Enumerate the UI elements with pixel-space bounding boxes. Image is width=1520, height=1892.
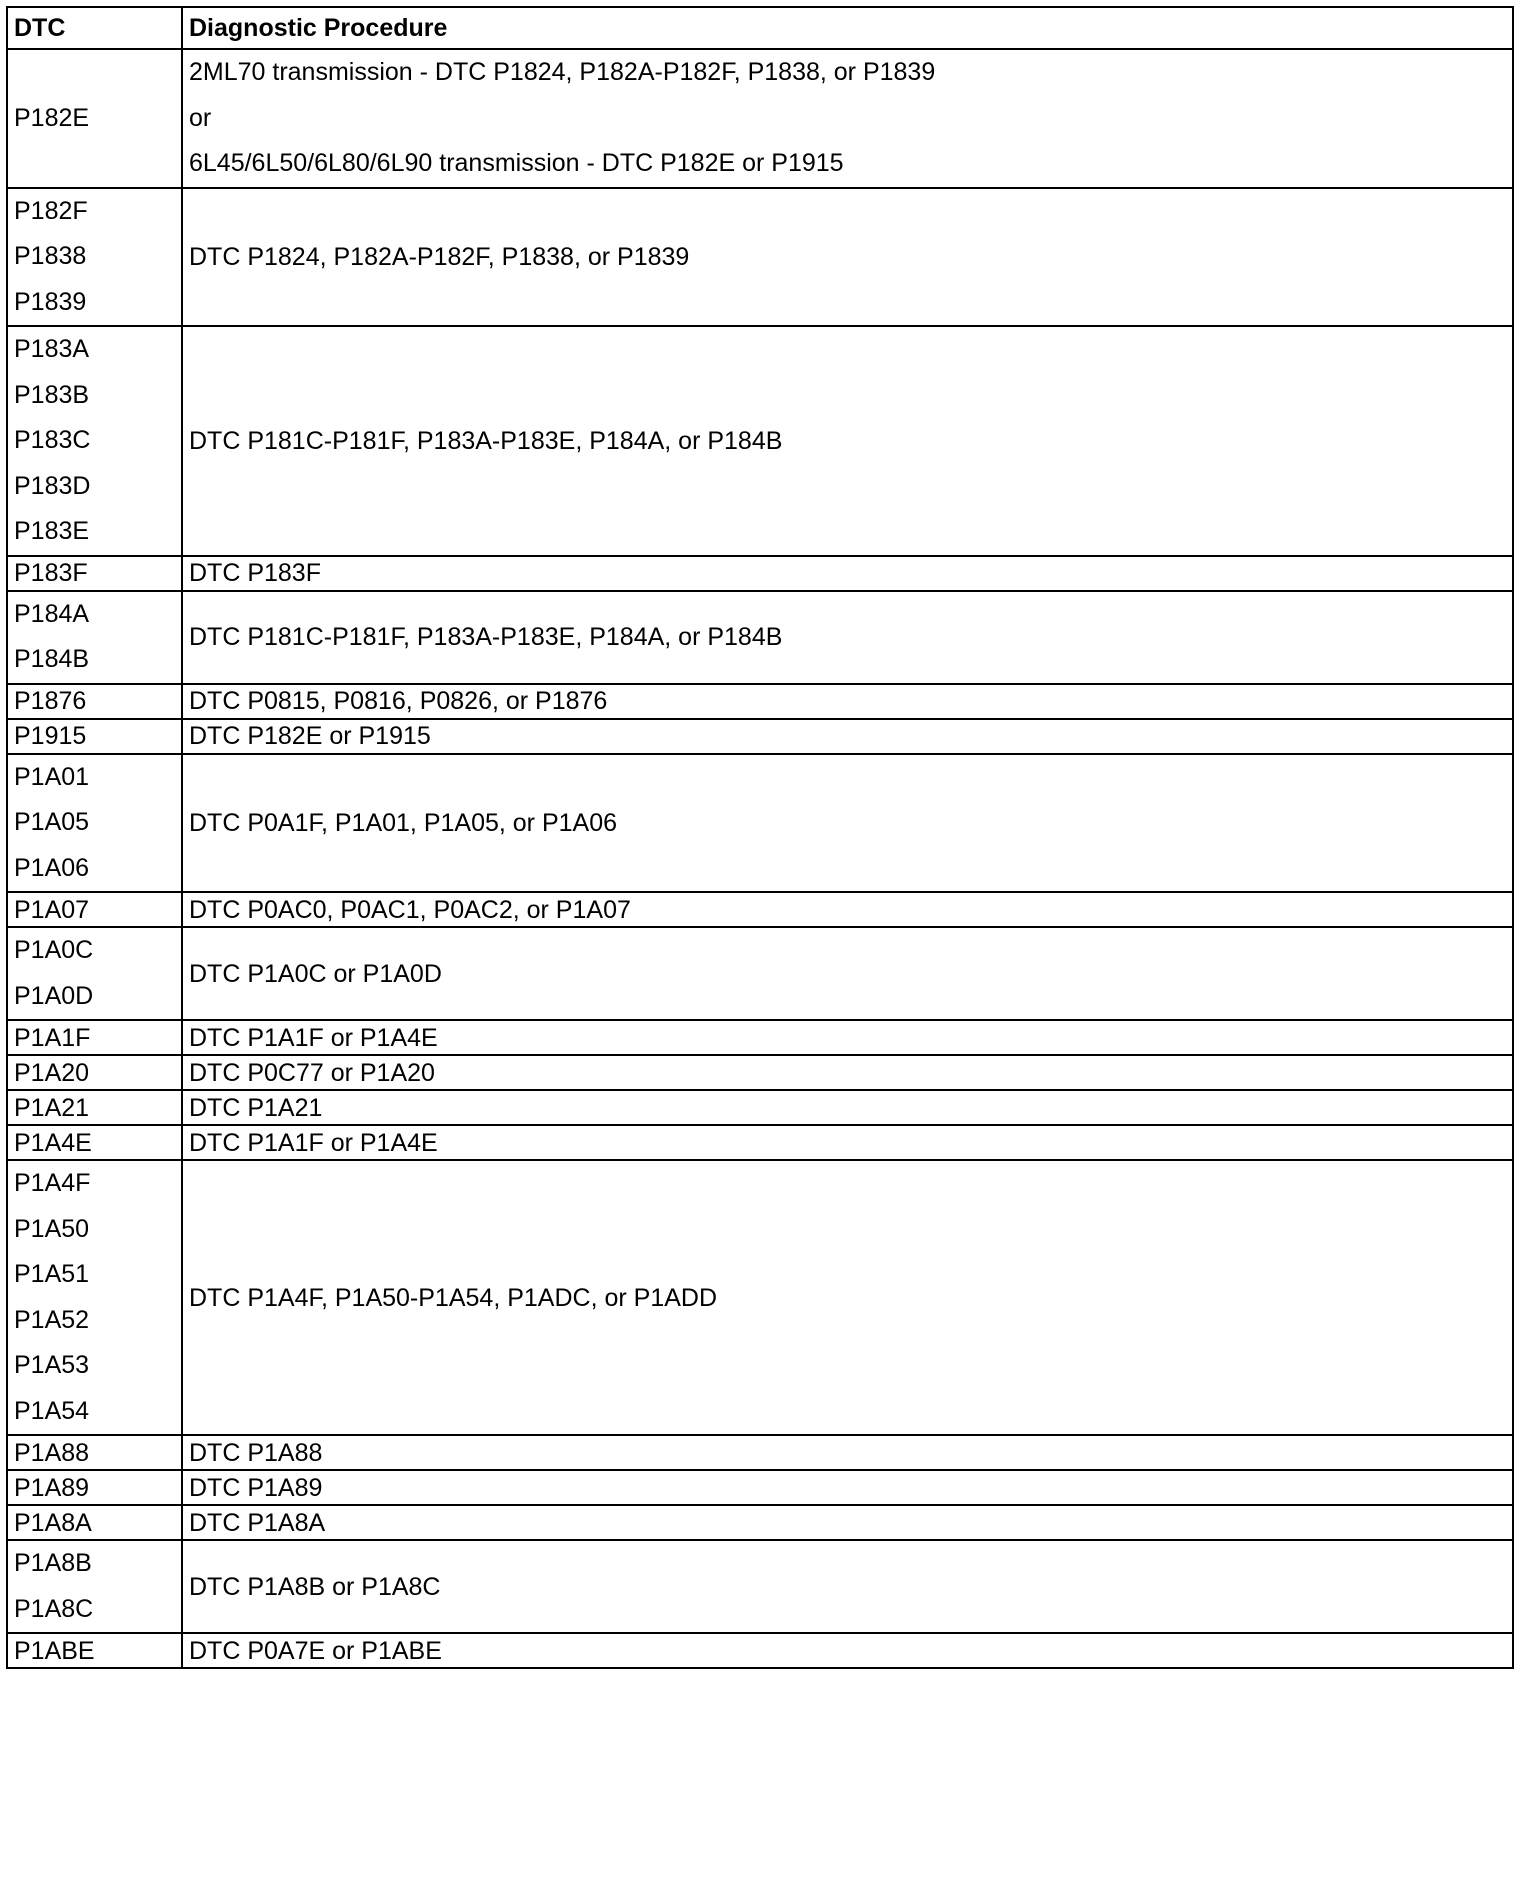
table-row — [7, 1055, 1513, 1090]
dtc-code: P182F — [14, 196, 88, 225]
procedure-cell — [182, 927, 1513, 1020]
dtc-code: P1A54 — [14, 1396, 90, 1425]
dtc-cell — [7, 1090, 182, 1125]
procedure-text: DTC P1A89 — [189, 1473, 323, 1502]
dtc-cell — [7, 754, 182, 893]
procedure-cell — [182, 556, 1513, 591]
dtc-code: P1A4E — [14, 1128, 92, 1157]
procedure-cell — [182, 1540, 1513, 1633]
dtc-code: P1A0D — [14, 981, 94, 1010]
dtc-code: P184A — [14, 599, 90, 628]
procedure-text: DTC P1A1F or P1A4E — [189, 1023, 438, 1052]
dtc-code: P183C — [14, 426, 91, 454]
procedure-text: DTC P1A88 — [189, 1438, 323, 1467]
dtc-code: P1839 — [14, 287, 87, 316]
dtc-code: P1A20 — [14, 1058, 90, 1087]
dtc-cell — [7, 892, 182, 927]
dtc-code: P183F — [14, 559, 88, 587]
dtc-cell — [7, 326, 182, 556]
dtc-cell — [7, 1160, 182, 1435]
dtc-code: P183A — [14, 335, 90, 363]
dtc-code: P1ABE — [14, 1636, 95, 1665]
procedure-text: DTC P181C-P181F, P183A-P183E, P184A, or P184B — [189, 623, 783, 651]
procedure-text: DTC P1A8B or P1A8C — [189, 1572, 441, 1601]
dtc-code: P1A05 — [14, 808, 90, 836]
dtc-cell — [7, 1633, 182, 1668]
dtc-cell — [7, 1125, 182, 1160]
procedure-text: DTC P1A8A — [189, 1508, 326, 1537]
procedure-cell — [182, 1055, 1513, 1090]
procedure-text: 6L45/6L50/6L80/6L90 transmission - DTC P182E or P1915 — [189, 149, 844, 177]
dtc-code: P1A21 — [14, 1093, 90, 1122]
dtc-code: P1A4F — [14, 1169, 91, 1197]
dtc-cell — [7, 1020, 182, 1055]
procedure-text: DTC P0AC0, P0AC1, P0AC2, or P1A07 — [189, 895, 631, 924]
procedure-cell — [182, 326, 1513, 556]
table-body — [7, 49, 1513, 1668]
procedure-cell — [182, 684, 1513, 719]
dtc-code: P1876 — [14, 687, 87, 715]
procedure-text: DTC P0A7E or P1ABE — [189, 1636, 442, 1665]
dtc-code: P1A8A — [14, 1508, 92, 1537]
dtc-code: P1915 — [14, 722, 87, 750]
procedure-cell — [182, 1435, 1513, 1470]
dtc-code: P1A8B — [14, 1549, 92, 1577]
procedure-text: DTC P1A1F or P1A4E — [189, 1128, 438, 1157]
dtc-cell — [7, 1470, 182, 1505]
table-row — [7, 1505, 1513, 1540]
procedure-cell — [182, 188, 1513, 327]
table-row — [7, 1435, 1513, 1470]
procedure-text: DTC P1A0C or P1A0D — [189, 959, 442, 988]
table-header-row — [7, 7, 1513, 49]
dtc-code: P1A52 — [14, 1305, 90, 1334]
table-row — [7, 1160, 1513, 1435]
dtc-code: P1A07 — [14, 895, 90, 924]
dtc-cell — [7, 188, 182, 327]
table-row — [7, 1090, 1513, 1125]
dtc-code: P1A06 — [14, 853, 90, 882]
table-row — [7, 892, 1513, 927]
procedure-text: DTC P182E or P1915 — [189, 722, 431, 750]
dtc-code: P1A89 — [14, 1473, 90, 1502]
table-row — [7, 188, 1513, 327]
table-row — [7, 591, 1513, 684]
table-row — [7, 719, 1513, 754]
dtc-code: P183D — [14, 471, 91, 500]
procedure-cell — [182, 1633, 1513, 1668]
dtc-code: P1A01 — [14, 762, 90, 791]
dtc-code: P1A0C — [14, 936, 94, 964]
dtc-cell — [7, 1435, 182, 1470]
dtc-cell — [7, 556, 182, 591]
procedure-text: or — [189, 103, 212, 132]
dtc-code: P1A88 — [14, 1438, 90, 1467]
dtc-column-header: DTC — [7, 7, 182, 49]
table-row — [7, 326, 1513, 556]
procedure-text: 2ML70 transmission - DTC P1824, P182A-P182F, P1838, or P1839 — [189, 58, 936, 86]
table-row — [7, 927, 1513, 1020]
dtc-code: P182E — [14, 103, 90, 132]
dtc-code: P1A8C — [14, 1594, 94, 1623]
dtc-cell — [7, 1055, 182, 1090]
procedure-cell — [182, 1020, 1513, 1055]
procedure-text: DTC P0C77 or P1A20 — [189, 1058, 435, 1087]
dtc-code: P1A53 — [14, 1351, 90, 1379]
procedure-text: DTC P0A1F, P1A01, P1A05, or P1A06 — [189, 808, 618, 837]
dtc-cell — [7, 1505, 182, 1540]
table-row — [7, 1540, 1513, 1633]
dtc-table — [6, 6, 1514, 1669]
procedure-text: DTC P1A21 — [189, 1093, 323, 1122]
table-row — [7, 1020, 1513, 1055]
dtc-code: P1A50 — [14, 1214, 90, 1243]
procedure-cell — [182, 719, 1513, 754]
dtc-cell — [7, 1540, 182, 1633]
dtc-code: P1838 — [14, 242, 87, 270]
procedure-cell — [182, 1125, 1513, 1160]
table-row — [7, 1125, 1513, 1160]
dtc-code: P1A1F — [14, 1023, 91, 1052]
dtc-code: P183B — [14, 380, 90, 409]
procedure-cell — [182, 1160, 1513, 1435]
procedure-column-header: Diagnostic Procedure — [182, 7, 1513, 49]
dtc-cell — [7, 49, 182, 188]
table-row — [7, 684, 1513, 719]
procedure-text: DTC P1A4F, P1A50-P1A54, P1ADC, or P1ADD — [189, 1283, 718, 1312]
procedure-cell — [182, 892, 1513, 927]
dtc-cell — [7, 591, 182, 684]
procedure-cell — [182, 1470, 1513, 1505]
procedure-cell — [182, 591, 1513, 684]
procedure-text: DTC P181C-P181F, P183A-P183E, P184A, or P184B — [189, 426, 783, 455]
procedure-cell — [182, 1505, 1513, 1540]
procedure-cell — [182, 754, 1513, 893]
table-row — [7, 1633, 1513, 1668]
dtc-code: P184B — [14, 645, 90, 673]
dtc-code: P1A51 — [14, 1260, 90, 1288]
table-row — [7, 754, 1513, 893]
table-row — [7, 49, 1513, 188]
dtc-cell — [7, 684, 182, 719]
procedure-text: DTC P1824, P182A-P182F, P1838, or P1839 — [189, 242, 690, 271]
table-row — [7, 556, 1513, 591]
table-row — [7, 1470, 1513, 1505]
procedure-cell — [182, 49, 1513, 188]
dtc-cell — [7, 927, 182, 1020]
procedure-cell — [182, 1090, 1513, 1125]
procedure-text: DTC P183F — [189, 559, 321, 587]
dtc-cell — [7, 719, 182, 754]
procedure-text: DTC P0815, P0816, P0826, or P1876 — [189, 687, 608, 715]
dtc-code: P183E — [14, 517, 90, 545]
